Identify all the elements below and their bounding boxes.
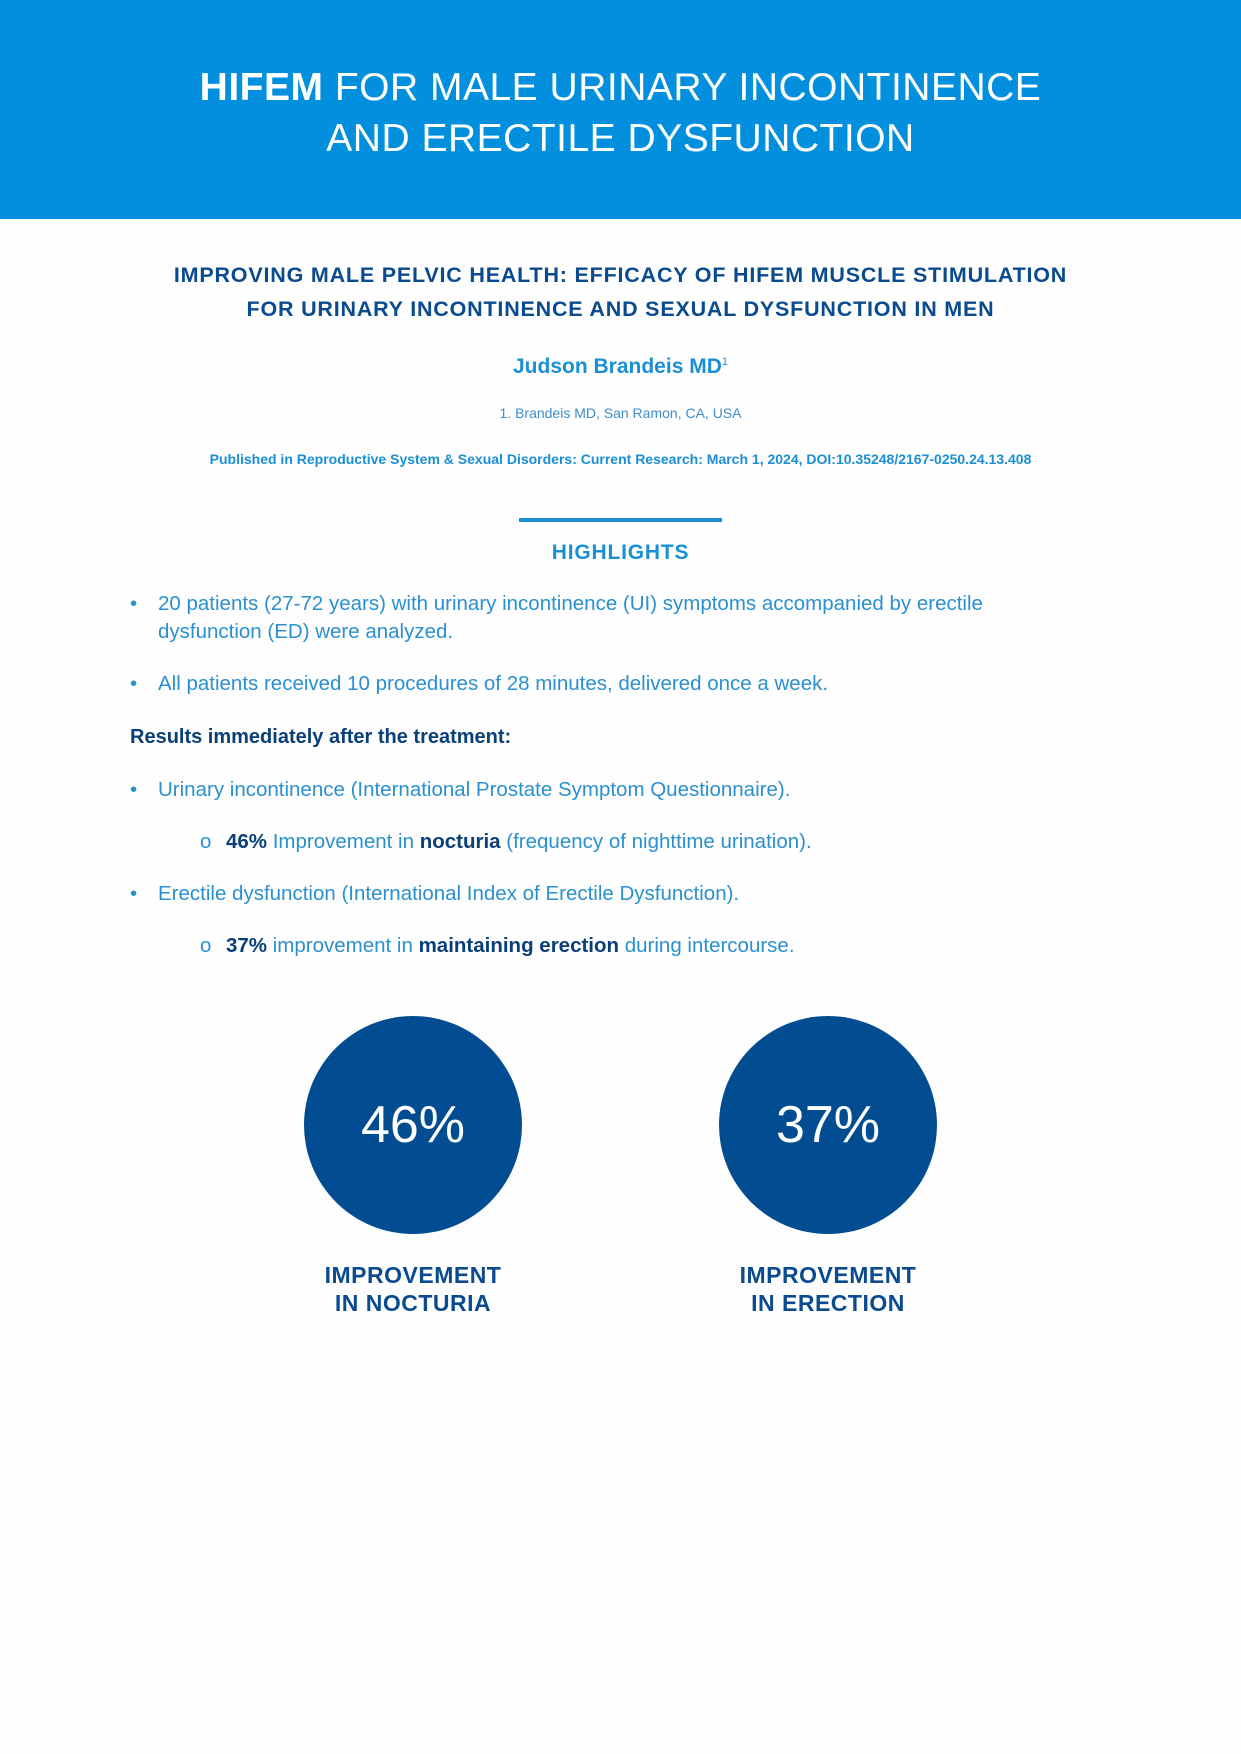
stat-label-line2: IN NOCTURIA bbox=[334, 1290, 492, 1316]
bullet-icon: • bbox=[130, 592, 138, 615]
result-value: 46% bbox=[226, 830, 268, 853]
result-subitem bbox=[200, 932, 1100, 960]
result-post: during intercourse. bbox=[619, 934, 795, 957]
stat-label-erection bbox=[678, 1261, 978, 1317]
author-affiliation-marker: 1 bbox=[721, 356, 728, 368]
stat-label-nocturia bbox=[263, 1261, 563, 1317]
author-name: Judson Brandeis MD bbox=[513, 355, 722, 378]
title-line1: FOR MALE URINARY INCONTINENCE bbox=[323, 66, 1042, 109]
result-text: Urinary incontinence (International Prostate Symptom Questionnaire). bbox=[158, 778, 791, 801]
result-pre: Improvement in bbox=[267, 830, 420, 853]
author bbox=[0, 355, 1241, 379]
result-pre: improvement in bbox=[267, 934, 419, 957]
subtitle-line2: FOR URINARY INCONTINENCE AND SEXUAL DYSFUNCTION IN MEN bbox=[246, 297, 995, 321]
highlight-text: 20 patients (27-72 years) with urinary incontinence (UI) symptoms accompanied by erectile dysfunction (ED) were analyzed. bbox=[158, 592, 983, 643]
result-post: (frequency of nighttime urination). bbox=[500, 830, 812, 853]
bullet-icon: • bbox=[130, 778, 138, 801]
bullet-icon: • bbox=[130, 672, 138, 695]
result-subitem bbox=[200, 828, 1100, 856]
section-divider bbox=[519, 518, 722, 522]
stat-label-line1: IMPROVEMENT bbox=[324, 1262, 502, 1288]
result-text: Erectile dysfunction (International Index of Erectile Dysfunction). bbox=[158, 882, 740, 905]
sub-bullet-icon: o bbox=[200, 934, 212, 957]
highlights-heading: HIGHLIGHTS bbox=[551, 541, 690, 564]
result-item bbox=[130, 880, 1090, 908]
title-line2: AND ERECTILE DYSFUNCTION bbox=[326, 117, 915, 160]
article-subtitle bbox=[60, 258, 1181, 326]
highlight-text: All patients received 10 procedures of 28 minutes, delivered once a week. bbox=[158, 672, 829, 695]
result-item bbox=[130, 776, 1090, 804]
result-bold: maintaining erection bbox=[418, 934, 620, 957]
bullet-icon: • bbox=[130, 882, 138, 905]
stat-label-line2: IN ERECTION bbox=[751, 1290, 905, 1316]
stat-circle-erection: 37% bbox=[719, 1016, 937, 1234]
subtitle-line1: IMPROVING MALE PELVIC HEALTH: EFFICACY OF HIFEM MUSCLE STIMULATION bbox=[173, 263, 1068, 287]
sub-bullet-icon: o bbox=[200, 830, 212, 853]
result-value: 37% bbox=[226, 934, 268, 957]
header-banner bbox=[0, 0, 1241, 219]
stat-circle-nocturia: 46% bbox=[304, 1016, 522, 1234]
highlight-item bbox=[130, 670, 1090, 698]
results-heading: Results immediately after the treatment: bbox=[130, 726, 512, 748]
highlight-item bbox=[130, 590, 1090, 646]
stat-label-line1: IMPROVEMENT bbox=[739, 1262, 917, 1288]
affiliation: 1. Brandeis MD, San Ramon, CA, USA bbox=[499, 405, 742, 421]
publication-info: Published in Reproductive System & Sexual Disorders: Current Research: March 1, 2024, DOI:10.35248/2167-0250.24.13.408 bbox=[209, 451, 1032, 467]
result-bold: nocturia bbox=[419, 830, 501, 853]
document-title bbox=[0, 62, 1241, 164]
title-brand: HIFEM bbox=[199, 66, 324, 109]
